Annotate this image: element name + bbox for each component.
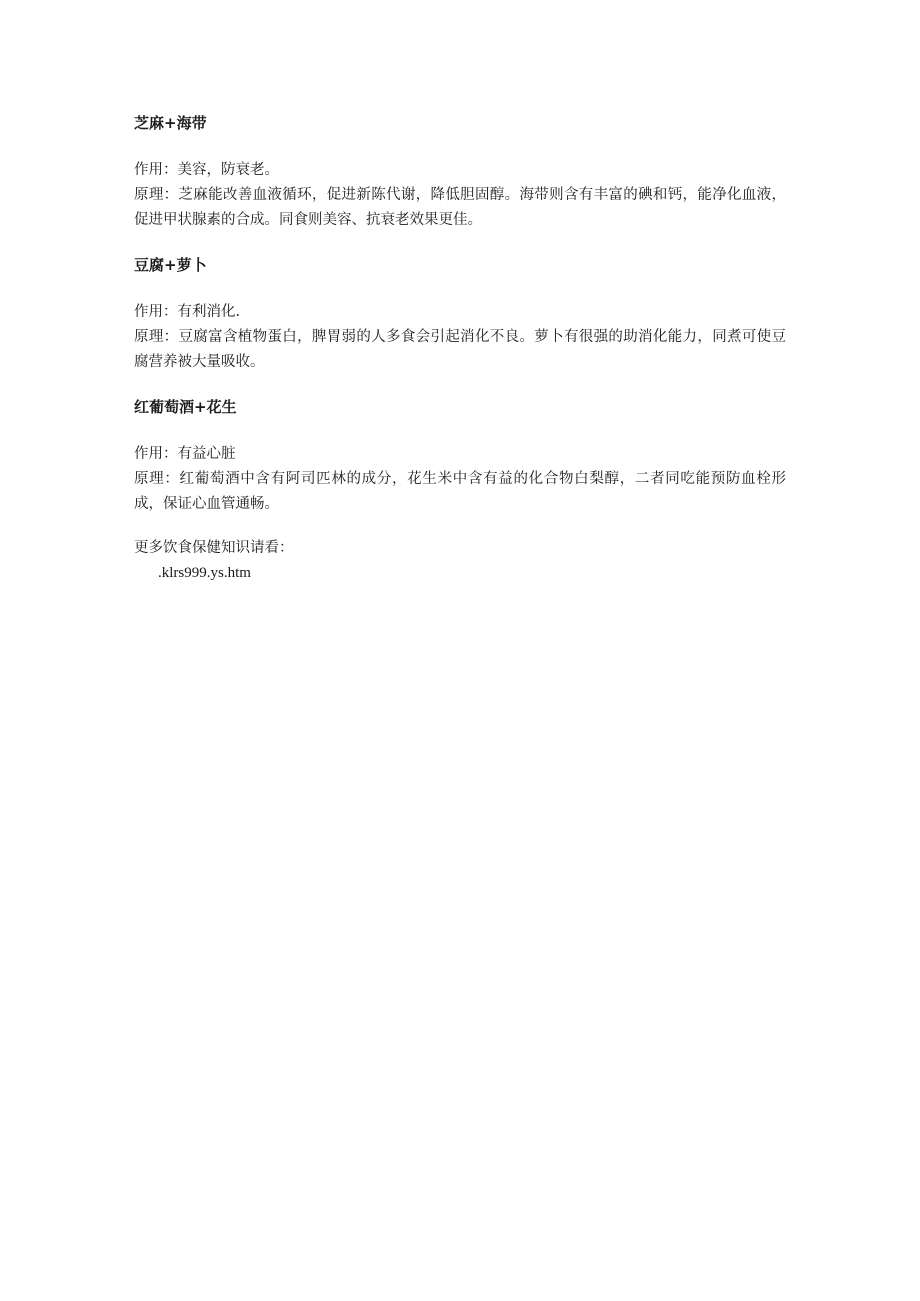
effect-text: 作用：有利消化.	[134, 304, 241, 320]
principle-text: 原理：芝麻能改善血液循环，促进新陈代谢，降低胆固醇。海带则含有丰富的碘和钙，能净化血液，促进甲状腺素的合成。同食则美容、抗衰老效果更佳。	[134, 187, 786, 228]
more-info	[134, 536, 786, 586]
section-wine-peanut	[134, 394, 786, 517]
section-sesame-kelp	[134, 110, 786, 233]
more-link[interactable]: .klrs999.ys.htm	[158, 565, 251, 581]
section-title: 红葡萄酒+花生	[134, 398, 237, 416]
document-body	[134, 110, 786, 586]
section-tofu-radish	[134, 252, 786, 375]
principle-text: 原理：豆腐富含植物蛋白，脾胃弱的人多食会引起消化不良。萝卜有很强的助消化能力，同煮可使豆腐营养被大量吸收。	[134, 329, 786, 370]
section-title: 芝麻+海带	[134, 114, 207, 132]
principle-text: 原理：红葡萄酒中含有阿司匹林的成分，花生米中含有益的化合物白梨醇，二者同吃能预防血栓形成，保证心血管通畅。	[134, 471, 786, 512]
section-title: 豆腐+萝卜	[134, 256, 207, 274]
effect-text: 作用：美容，防衰老。	[134, 162, 279, 178]
more-label: 更多饮食保健知识请看：	[134, 540, 294, 556]
effect-text: 作用：有益心脏	[134, 446, 236, 462]
